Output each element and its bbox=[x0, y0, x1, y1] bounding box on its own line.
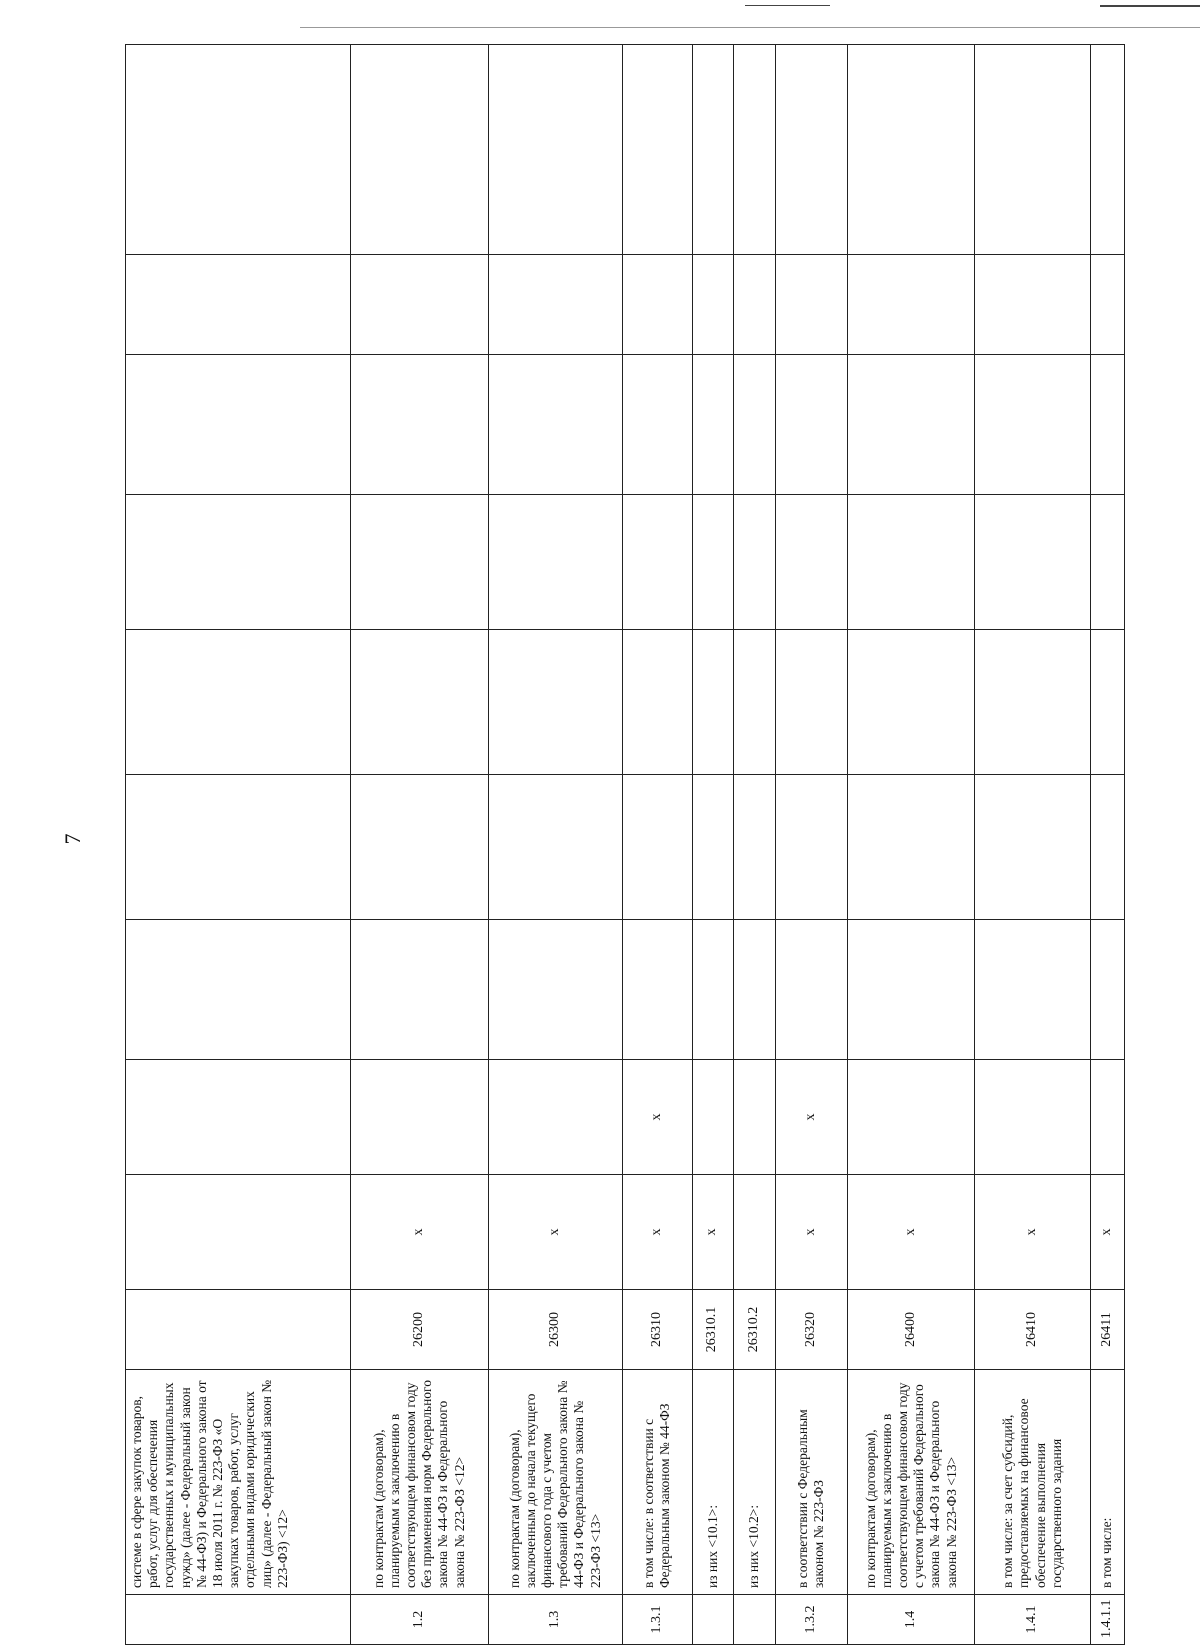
value-cell-1: х bbox=[848, 1175, 975, 1290]
empty-value-cell bbox=[848, 630, 975, 775]
empty-value-cell bbox=[1090, 45, 1124, 255]
value-cell-2 bbox=[1090, 1060, 1124, 1175]
row-code-cell: 26320 bbox=[775, 1290, 848, 1370]
row-code-cell: 26400 bbox=[848, 1290, 975, 1370]
scan-artifact-line bbox=[745, 5, 830, 6]
row-number-cell bbox=[733, 1595, 775, 1645]
table-row bbox=[488, 45, 622, 1645]
empty-value-cell bbox=[350, 355, 488, 495]
value-cell-2 bbox=[350, 1060, 488, 1175]
row-code-cell: 26310 bbox=[622, 1290, 692, 1370]
empty-value-cell bbox=[1090, 255, 1124, 355]
row-code-cell: 26300 bbox=[488, 1290, 622, 1370]
empty-value-cell bbox=[733, 775, 775, 920]
row-description-cell: из них <10.2>: bbox=[733, 1370, 775, 1595]
row-number-cell bbox=[126, 1595, 351, 1645]
row-description-cell: по контрактам (договорам), заключенным до начала текущего финансового года с учетом требований Федерального закона № 44-ФЗ и Федерального закона № 223-ФЗ <13> bbox=[488, 1370, 622, 1595]
empty-value-cell bbox=[350, 255, 488, 355]
empty-value-cell bbox=[733, 355, 775, 495]
empty-value-cell bbox=[126, 355, 351, 495]
table-row bbox=[975, 45, 1091, 1645]
empty-value-cell bbox=[126, 45, 351, 255]
empty-value-cell bbox=[692, 920, 733, 1060]
empty-value-cell bbox=[488, 45, 622, 255]
table-row bbox=[692, 45, 733, 1645]
empty-value-cell bbox=[350, 775, 488, 920]
scan-artifact-line bbox=[1100, 5, 1200, 7]
row-code-cell bbox=[126, 1290, 351, 1370]
empty-value-cell bbox=[848, 255, 975, 355]
row-number-cell: 1.4.1.1 bbox=[1090, 1595, 1124, 1645]
value-cell-2 bbox=[733, 1060, 775, 1175]
empty-value-cell bbox=[350, 495, 488, 630]
empty-value-cell bbox=[1090, 775, 1124, 920]
empty-value-cell bbox=[775, 495, 848, 630]
budget-table bbox=[125, 44, 1125, 1645]
empty-value-cell bbox=[848, 355, 975, 495]
empty-value-cell bbox=[488, 630, 622, 775]
empty-value-cell bbox=[126, 920, 351, 1060]
empty-value-cell bbox=[126, 255, 351, 355]
empty-value-cell bbox=[488, 355, 622, 495]
empty-value-cell bbox=[775, 355, 848, 495]
value-cell-2 bbox=[126, 1060, 351, 1175]
empty-value-cell bbox=[775, 45, 848, 255]
empty-value-cell bbox=[733, 920, 775, 1060]
empty-value-cell bbox=[488, 495, 622, 630]
rotated-table-container bbox=[125, 45, 1125, 1645]
row-description-cell: в том числе: в соответствии с Федеральным законом № 44-ФЗ bbox=[622, 1370, 692, 1595]
value-cell-1: х bbox=[622, 1175, 692, 1290]
empty-value-cell bbox=[848, 775, 975, 920]
empty-value-cell bbox=[350, 45, 488, 255]
empty-value-cell bbox=[775, 630, 848, 775]
value-cell-2 bbox=[975, 1060, 1091, 1175]
value-cell-2 bbox=[692, 1060, 733, 1175]
empty-value-cell bbox=[622, 45, 692, 255]
table-row bbox=[848, 45, 975, 1645]
empty-value-cell bbox=[775, 255, 848, 355]
row-number-cell: 1.2 bbox=[350, 1595, 488, 1645]
empty-value-cell bbox=[126, 495, 351, 630]
row-number-cell bbox=[692, 1595, 733, 1645]
empty-value-cell bbox=[692, 775, 733, 920]
empty-value-cell bbox=[975, 355, 1091, 495]
empty-value-cell bbox=[775, 920, 848, 1060]
empty-value-cell bbox=[692, 255, 733, 355]
value-cell-2: х bbox=[622, 1060, 692, 1175]
row-code-cell: 26411 bbox=[1090, 1290, 1124, 1370]
table-row bbox=[733, 45, 775, 1645]
empty-value-cell bbox=[622, 495, 692, 630]
value-cell-1 bbox=[733, 1175, 775, 1290]
row-number-cell: 1.4.1 bbox=[975, 1595, 1091, 1645]
empty-value-cell bbox=[733, 630, 775, 775]
empty-value-cell bbox=[775, 775, 848, 920]
empty-value-cell bbox=[488, 255, 622, 355]
empty-value-cell bbox=[848, 495, 975, 630]
row-number-cell: 1.3.1 bbox=[622, 1595, 692, 1645]
empty-value-cell bbox=[488, 775, 622, 920]
empty-value-cell bbox=[975, 775, 1091, 920]
value-cell-1: х bbox=[975, 1175, 1091, 1290]
table-row bbox=[350, 45, 488, 1645]
empty-value-cell bbox=[733, 45, 775, 255]
row-description-cell: по контрактам (договорам), планируемым к заключению в соответствующем финансовом году с учетом требований Федерального закона № 44-ФЗ и Федерального закона № 223-ФЗ <13> bbox=[848, 1370, 975, 1595]
empty-value-cell bbox=[1090, 495, 1124, 630]
value-cell-1: х bbox=[488, 1175, 622, 1290]
row-code-cell: 26410 bbox=[975, 1290, 1091, 1370]
row-code-cell: 26200 bbox=[350, 1290, 488, 1370]
empty-value-cell bbox=[622, 355, 692, 495]
empty-value-cell bbox=[622, 775, 692, 920]
row-code-cell: 26310.2 bbox=[733, 1290, 775, 1370]
empty-value-cell bbox=[975, 255, 1091, 355]
row-code-cell: 26310.1 bbox=[692, 1290, 733, 1370]
value-cell-1 bbox=[126, 1175, 351, 1290]
value-cell-1: х bbox=[1090, 1175, 1124, 1290]
empty-value-cell bbox=[975, 495, 1091, 630]
empty-value-cell bbox=[733, 495, 775, 630]
row-number-cell: 1.4 bbox=[848, 1595, 975, 1645]
empty-value-cell bbox=[692, 630, 733, 775]
empty-value-cell bbox=[1090, 630, 1124, 775]
row-description-cell: по контрактам (договорам), планируемым к заключению в соответствующем финансовом году без применения норм Федерального закона № 44-ФЗ и Федерального закона № 223-ФЗ <12> bbox=[350, 1370, 488, 1595]
empty-value-cell bbox=[692, 495, 733, 630]
value-cell-2: х bbox=[775, 1060, 848, 1175]
scan-artifact-line bbox=[300, 27, 1200, 28]
empty-value-cell bbox=[350, 630, 488, 775]
row-description-cell: в соответствии с Федеральным законом № 223-ФЗ bbox=[775, 1370, 848, 1595]
table-row bbox=[775, 45, 848, 1645]
value-cell-1: х bbox=[775, 1175, 848, 1290]
value-cell-2 bbox=[848, 1060, 975, 1175]
row-description-cell: в том числе: за счет субсидий, предоставляемых на финансовое обеспечение выполнения государственного задания bbox=[975, 1370, 1091, 1595]
value-cell-1: х bbox=[692, 1175, 733, 1290]
empty-value-cell bbox=[126, 775, 351, 920]
empty-value-cell bbox=[692, 355, 733, 495]
empty-value-cell bbox=[622, 255, 692, 355]
empty-value-cell bbox=[975, 45, 1091, 255]
table-row bbox=[622, 45, 692, 1645]
table-row bbox=[126, 45, 351, 1645]
row-number-cell: 1.3 bbox=[488, 1595, 622, 1645]
empty-value-cell bbox=[848, 45, 975, 255]
row-description-cell: в том числе: bbox=[1090, 1370, 1124, 1595]
empty-value-cell bbox=[622, 920, 692, 1060]
empty-value-cell bbox=[975, 920, 1091, 1060]
value-cell-2 bbox=[488, 1060, 622, 1175]
empty-value-cell bbox=[350, 920, 488, 1060]
empty-value-cell bbox=[1090, 355, 1124, 495]
empty-value-cell bbox=[488, 920, 622, 1060]
table-row bbox=[1090, 45, 1124, 1645]
empty-value-cell bbox=[1090, 920, 1124, 1060]
empty-value-cell bbox=[692, 45, 733, 255]
value-cell-1: х bbox=[350, 1175, 488, 1290]
empty-value-cell bbox=[848, 920, 975, 1060]
row-description-cell: системе в сфере закупок товаров, работ, услуг для обеспечения государственных и муниципальных нужд» (далее - Федеральный закон № 44-ФЗ) и Федерального закона от 18 июля 2011 г. № 223-ФЗ «О закупках товаров, работ, услуг отдельными видами юридических лиц» (далее - Федеральный закон № 223-ФЗ) <12> bbox=[126, 1370, 351, 1595]
empty-value-cell bbox=[126, 630, 351, 775]
empty-value-cell bbox=[975, 630, 1091, 775]
row-description-cell: из них <10.1>: bbox=[692, 1370, 733, 1595]
empty-value-cell bbox=[733, 255, 775, 355]
page-number: 7 bbox=[60, 833, 85, 845]
row-number-cell: 1.3.2 bbox=[775, 1595, 848, 1645]
empty-value-cell bbox=[622, 630, 692, 775]
